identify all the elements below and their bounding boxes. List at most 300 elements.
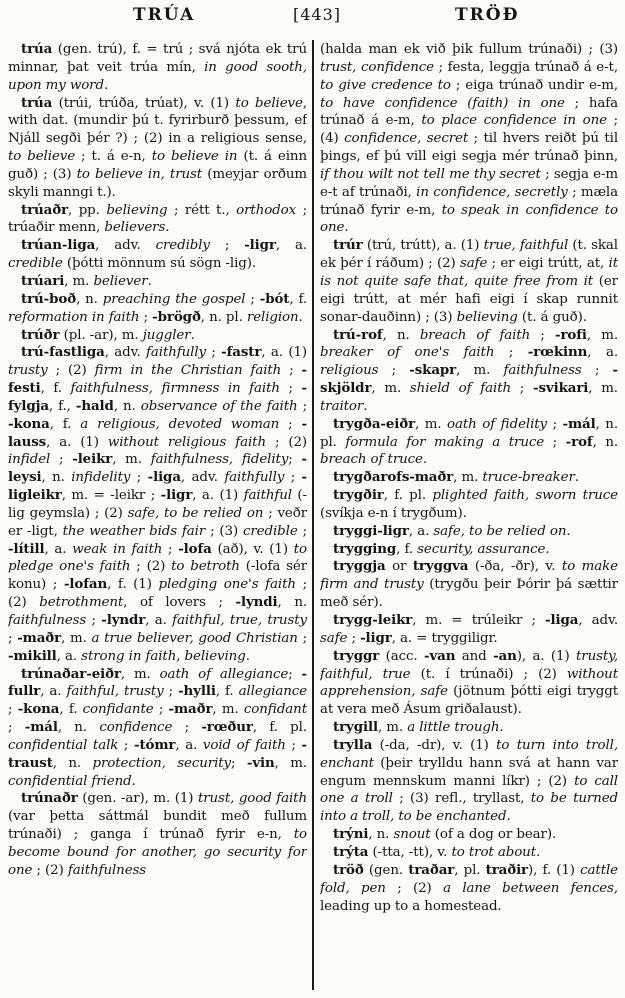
citation-text: , a. <box>175 737 203 753</box>
dictionary-entry <box>320 648 618 719</box>
headword: trylla <box>333 736 373 753</box>
translation-text: a little trough <box>407 720 500 736</box>
citation-text: , a. <box>275 238 307 254</box>
translation-text: the weather bids fair <box>62 523 206 539</box>
translation-text: to believe in, trust <box>76 166 203 182</box>
citation-text: , f. <box>215 684 239 700</box>
translation-text: cattle fold, pen <box>320 862 618 896</box>
citation-text: ; <box>544 434 566 450</box>
citation-text: (jötnum þótti eigi tryggt at vera með Ásum griðalaust). <box>320 684 618 718</box>
citation-text: , n. <box>57 720 100 736</box>
citation-text: ; veðr er -ligt, <box>8 505 307 539</box>
citation-text: ; segja e-m e-t af trúnaði, <box>320 166 618 200</box>
headword: trú-boð <box>21 290 77 307</box>
citation-text: ; (4) <box>320 113 618 147</box>
citation-text: (-ða, -ðr), v. <box>468 559 562 575</box>
translation-text: plighted faith, sworn truce <box>432 488 618 504</box>
headword: -van <box>424 647 456 664</box>
citation-text: (trú, trútt), a. (1) <box>362 238 484 254</box>
headword: -fastr <box>221 344 262 361</box>
translation-text: confidence, secret <box>344 131 469 147</box>
headword: trúaðr <box>21 201 69 218</box>
headword: -lofa <box>178 540 212 557</box>
citation-text: (acc. <box>379 648 424 664</box>
dictionary-entry <box>8 327 307 345</box>
headword: tryggi-ligr <box>333 522 409 539</box>
citation-text: , f. pl. <box>252 720 307 736</box>
citation-text: ; (2) <box>130 559 172 575</box>
translation-text: believer <box>93 273 148 289</box>
left-column <box>8 41 307 993</box>
citation-text: ; hafa trúnað á e-m, <box>320 95 618 129</box>
citation-text: . <box>545 541 550 557</box>
translation-text: faithful, true, trusty <box>172 613 307 628</box>
translation-text: it is not quite safe that, quite free from it <box>320 256 618 289</box>
headword: -bót <box>259 290 290 307</box>
citation-text: (gen. -ar), m. (1) <box>77 791 198 807</box>
citation-text: ; <box>281 363 302 379</box>
translation-text: safe, to be relied on <box>433 523 567 539</box>
translation-text: believers <box>104 220 166 236</box>
citation-text: ; <box>139 309 153 325</box>
headword: trygill <box>333 719 378 736</box>
citation-text: , pl. <box>454 862 486 878</box>
translation-text: truce-breaker <box>482 470 575 486</box>
dictionary-entry <box>320 862 618 916</box>
translation-text: religious <box>320 363 379 379</box>
citation-text: (t. á guð). <box>517 309 587 325</box>
headword: -rœkinn <box>527 344 588 361</box>
guide-word-left: TRÚA <box>133 5 196 25</box>
headword: -svikari <box>533 380 589 397</box>
headword: -skapr <box>409 362 457 379</box>
translation-text: believing <box>106 202 168 218</box>
citation-text: ; <box>530 327 555 343</box>
citation-text: ; <box>209 238 245 254</box>
citation-text: , n. pl. <box>200 309 247 325</box>
headword: -maðr <box>168 701 213 718</box>
citation-text: (þótti mönnum sú sögn -lig). <box>62 256 257 272</box>
citation-text: (trúi, trúða, trúat), v. (1) <box>52 95 236 111</box>
headword: -fullr <box>8 665 307 700</box>
citation-text: , f. <box>396 541 418 557</box>
headword: -festi <box>8 362 307 397</box>
citation-text: ; <box>163 684 179 700</box>
dictionary-entry <box>320 523 618 541</box>
headword: -brögð <box>152 308 201 325</box>
translation-text: shield of faith <box>409 381 511 397</box>
headword: trúari <box>21 272 65 289</box>
citation-text: ; <box>231 755 247 771</box>
citation-text: ), f. (1) <box>528 862 581 878</box>
citation-text: (þeir trylldu hann svá at hann var engum mennskum manni líkr) ; (2) <box>320 755 618 789</box>
headword: -lyndr <box>101 612 146 628</box>
headword: trúnaðr <box>21 790 78 807</box>
translation-text: faithfully <box>146 345 206 361</box>
translation-text: credibly <box>155 238 210 254</box>
translation-text: trust, good faith <box>197 791 307 807</box>
headword: trygðarofs-maðr <box>333 469 454 486</box>
headword: -fylgja <box>8 380 307 414</box>
citation-text: ; <box>288 452 302 468</box>
translation-text: to trot about <box>451 844 536 860</box>
headword: -leysi <box>8 451 307 486</box>
citation-text: . <box>574 470 579 486</box>
headword: -kona <box>17 701 60 718</box>
citation-text: , pp. <box>68 202 107 218</box>
citation-text: , m. = trúleikr ; <box>412 613 546 628</box>
translation-text: betrothment <box>39 595 124 611</box>
citation-text: ), a. (1) <box>516 648 576 664</box>
translation-text: oath of fidelity <box>447 416 548 432</box>
translation-text: to become bound for another, go security for one <box>8 827 307 878</box>
translation-text: traitor <box>320 398 364 414</box>
citation-text: and <box>455 648 494 664</box>
headword: trúðr <box>21 326 60 343</box>
citation-text: , with dat. (mundir þú t. fyrirburð þessum, ef Njáll segði þér ?) ; (2) in a religious sense, <box>8 95 307 147</box>
citation-text: ; rétt t., <box>167 202 237 218</box>
citation-text: , n. <box>592 434 618 450</box>
headword: traðir <box>485 861 529 878</box>
dictionary-entry <box>8 41 307 95</box>
translation-text: to make firm and trusty <box>320 559 618 593</box>
headword: trygging <box>333 540 397 557</box>
citation-text: ; trúaðir menn, <box>8 202 307 236</box>
translation-text: believing <box>456 309 518 325</box>
citation-text: , a. (1) <box>46 434 108 450</box>
citation-text: ; (2) <box>8 577 307 611</box>
translation-text: without apprehension, safe <box>320 666 618 700</box>
citation-text: ; <box>378 363 410 379</box>
citation-text: ; <box>285 737 302 753</box>
page-number: [443] <box>293 5 342 24</box>
guide-word-right: TRÖÐ <box>455 5 520 25</box>
translation-text: formula for making a truce <box>345 434 545 450</box>
citation-text: ; <box>297 398 307 414</box>
page-header <box>0 5 625 31</box>
headword: trú-fastliga <box>21 344 105 361</box>
dictionary-entry <box>320 826 618 844</box>
citation-text: ; til hvers reiðt þú til þings, ef þú vill eigi segja mér trúnað þinn, <box>320 131 618 165</box>
citation-text: (trygðu þeir Þórir þá sættir með sér). <box>320 577 618 611</box>
citation-text: , n. <box>382 327 420 343</box>
citation-text: or <box>385 559 413 575</box>
headword: trúa <box>21 94 53 111</box>
headword: -rof <box>565 433 593 450</box>
citation-text: , a. <box>145 613 173 628</box>
translation-text: if thou wilt not tell me thy secret <box>320 166 541 182</box>
headword: trúr <box>333 237 363 254</box>
translation-text: to believe in <box>151 149 238 165</box>
translation-text: breach of truce <box>320 452 423 468</box>
citation-text: , a. = tryggiligr. <box>391 630 498 646</box>
citation-text: , f. <box>289 291 307 307</box>
translation-text: safe <box>320 630 348 646</box>
dictionary-entry <box>320 416 618 470</box>
citation-text: ; <box>581 363 613 379</box>
citation-text: ; <box>50 452 73 468</box>
citation-text: (var þetta sáttmál bundit með fullum trúnaði) ; ganga í trúnað fyrir e-n, <box>8 809 307 843</box>
citation-text: , n. <box>41 470 72 486</box>
translation-text: a religious, devoted woman <box>80 416 280 432</box>
translation-text: observance of the faith <box>140 398 298 414</box>
citation-text: ; <box>297 630 307 646</box>
headword: -mál <box>562 415 596 432</box>
translation-text: to betroth <box>171 559 240 575</box>
headword: -lauss <box>8 415 307 450</box>
citation-text: , m. <box>120 666 160 682</box>
citation-text: , m. <box>586 327 618 343</box>
citation-text: , m. <box>64 273 94 289</box>
citation-text: (halda man ek við þik fullum trúnaði) ; (3) <box>320 42 618 57</box>
translation-text: faithfulness <box>8 613 87 628</box>
translation-text: to turn into troll, enchant <box>320 737 618 771</box>
citation-text: (t. í trúnaði) ; (2) <box>410 666 567 682</box>
citation-text: , m. <box>371 381 410 397</box>
citation-text: , m. <box>453 470 483 486</box>
translation-text: to pledge one's faith <box>8 541 307 575</box>
headword: -skjöldr <box>320 362 618 397</box>
citation-text: ; <box>8 630 18 646</box>
citation-text: ; <box>494 345 528 361</box>
dictionary-entry <box>320 469 618 487</box>
headword: trú-rof <box>333 326 383 343</box>
translation-text: without religious faith <box>107 434 266 450</box>
translation-text: to have confidence (faith) in one <box>320 95 565 111</box>
citation-text: ; <box>288 666 302 682</box>
dictionary-entry <box>8 273 307 291</box>
translation-text: trusty <box>8 363 48 379</box>
headword: traðar <box>408 861 455 878</box>
dictionary-entry <box>8 344 307 665</box>
headword: tröð <box>333 861 364 878</box>
headword: -liga <box>147 469 181 486</box>
translation-text: pledging one's faith <box>158 577 296 593</box>
translation-text: confidant <box>243 702 307 718</box>
dictionary-entry <box>320 612 618 648</box>
translation-text: preaching the gospel <box>102 291 246 307</box>
citation-text: (-lig geymsla) ; (2) <box>8 488 307 521</box>
headword: -ligr <box>360 629 392 646</box>
citation-text: (-da, -dr), v. (1) <box>372 737 497 753</box>
dictionary-entry <box>320 487 618 523</box>
citation-text: ; (3) <box>205 523 243 539</box>
translation-text: to place confidence in one <box>421 113 607 129</box>
translation-text: weak in faith <box>72 541 163 557</box>
headword: -tómr <box>133 736 176 753</box>
headword: -ligr <box>160 487 193 504</box>
citation-text: (svíkja e-n í trygðum). <box>320 505 467 521</box>
citation-text: ; <box>347 630 361 646</box>
citation-text: . <box>344 220 349 236</box>
dictionary-entry <box>320 737 618 826</box>
citation-text: . <box>422 452 428 468</box>
citation-text: , a. <box>587 345 618 361</box>
dictionary-entry <box>8 95 307 202</box>
citation-text: , a. <box>408 523 434 539</box>
citation-text: , f. pl. <box>383 488 433 504</box>
translation-text: oath of allegiance <box>159 666 289 682</box>
headword: trygða-eiðr <box>333 415 416 432</box>
translation-text: faithfulness, firmness in faith <box>70 381 280 397</box>
citation-text: , a. (1) <box>261 345 307 361</box>
citation-text: ; <box>153 702 169 718</box>
headword: -lyndi <box>235 594 278 611</box>
translation-text: infidelity <box>71 470 131 486</box>
dictionary-entry <box>320 41 618 237</box>
translation-text: true, faithful <box>483 238 569 254</box>
citation-text: (-tta, -tt), v. <box>368 844 452 860</box>
translation-text: strong in faith, believing <box>81 648 246 664</box>
translation-text: firm in the Christian faith <box>94 363 282 379</box>
citation-text: , n. <box>52 755 93 771</box>
headword: tryggva <box>412 558 469 575</box>
translation-text: breaker of one's faith <box>320 345 495 361</box>
citation-text: ; <box>8 720 25 736</box>
citation-text: , n. <box>113 398 141 414</box>
citation-text: . <box>298 309 303 325</box>
citation-text: , leading up to a homestead. <box>320 880 618 914</box>
citation-text: ; mæla trúnað fyrir e-m, <box>320 184 618 218</box>
citation-text: (er eigi trútt, at mér hafi eigi í skap runnit sonar-dauðinn) ; (3) <box>320 273 618 325</box>
headword: -leikr <box>72 451 113 468</box>
citation-text: ; (2) <box>47 363 95 379</box>
citation-text: , n. pl. <box>320 416 618 450</box>
headword: -an <box>493 647 517 664</box>
translation-text: credible <box>8 256 63 272</box>
citation-text: , m. <box>61 630 92 646</box>
citation-text: ; (2) <box>385 880 444 896</box>
citation-text: (t. skal ek þér í ráðum) ; (2) <box>320 238 618 272</box>
citation-text: ; <box>205 345 222 361</box>
translation-text: breach of faith <box>419 327 531 343</box>
translation-text: faithfully <box>224 470 285 486</box>
headword: -lofan <box>63 576 108 593</box>
dictionary-entry <box>320 844 618 862</box>
column-divider-rule <box>312 40 314 990</box>
citation-text: , a. (1) <box>192 488 244 504</box>
citation-text: (meyjar orðum skyli manngi t.). <box>8 166 307 200</box>
citation-text: . <box>131 773 136 789</box>
citation-text: ; <box>86 613 102 628</box>
headword: -ligr <box>244 237 276 254</box>
citation-text: ; <box>284 470 302 486</box>
citation-text: (t. á einn guð) ; (3) <box>8 149 307 182</box>
dictionary-entry <box>8 202 307 238</box>
dictionary-entry <box>320 237 618 326</box>
headword: -maðr <box>17 629 62 646</box>
citation-text: (gen. <box>363 862 409 878</box>
citation-text: (-lofa sér konu) ; <box>8 559 307 593</box>
citation-text: , m. <box>415 416 448 432</box>
headword: -ligleikr <box>8 469 307 504</box>
citation-text: , m. <box>456 363 504 379</box>
citation-text: , n. <box>76 291 103 307</box>
translation-text: confidence <box>99 720 173 736</box>
translation-text: faithfulness <box>503 363 582 379</box>
translation-text: trusty, faithful, true <box>320 648 618 682</box>
headword: -liga <box>545 612 579 628</box>
citation-text: , n. <box>277 595 307 611</box>
citation-text: , a. <box>40 684 67 700</box>
translation-text: protection, security <box>92 755 232 771</box>
headword: -rœður <box>201 719 253 736</box>
translation-text: to believe <box>235 95 303 111</box>
dictionary-entry <box>8 790 307 879</box>
translation-text: infidel <box>8 452 51 468</box>
citation-text: , adv. <box>578 613 618 628</box>
headword: tryggr <box>333 647 380 664</box>
citation-text: , m. <box>588 381 618 397</box>
headword: -rofi <box>554 326 587 343</box>
headword: trúan-liga <box>21 237 96 254</box>
translation-text: religion <box>246 309 299 325</box>
citation-text: . <box>506 809 511 825</box>
citation-text: ; <box>172 720 202 736</box>
translation-text: faithful, trusty <box>66 684 164 700</box>
translation-text: credible <box>242 523 298 539</box>
citation-text: , a. <box>44 541 73 557</box>
dictionary-entry <box>8 291 307 327</box>
translation-text: trust, confidence <box>320 59 434 75</box>
citation-text: ; eiga trúnað undir e-m, <box>450 77 618 93</box>
translation-text: to speak in confidence to one <box>320 202 618 236</box>
translation-text: safe, to be relied on <box>127 505 264 521</box>
translation-text: snout <box>393 827 431 843</box>
citation-text: ; <box>245 291 260 307</box>
headword: -traust <box>8 736 307 771</box>
citation-text: . <box>363 398 368 414</box>
citation-text: , m. <box>112 452 151 468</box>
translation-text: safe <box>459 256 488 272</box>
translation-text: orthodox <box>236 202 297 218</box>
translation-text: faithfulness <box>67 862 147 878</box>
citation-text: ; er eigi trútt, at, <box>487 256 609 272</box>
citation-text: , n. <box>368 827 394 843</box>
citation-text: , f. <box>59 702 83 718</box>
translation-text: allegiance <box>238 684 307 700</box>
citation-text: ; <box>8 702 18 718</box>
translation-text: security, assurance <box>417 541 546 557</box>
headword: -mikill <box>8 647 57 664</box>
dictionary-entry <box>320 327 618 416</box>
headword: trúnaðar-eiðr <box>21 665 121 682</box>
right-column <box>320 41 618 993</box>
citation-text: ; <box>279 381 302 397</box>
citation-text: . <box>103 77 109 93</box>
translation-text: in confidence, secretly <box>416 184 568 200</box>
citation-text: ; <box>279 416 302 432</box>
citation-text: (pl. -ar), m. <box>59 327 143 343</box>
headword: trýta <box>333 843 369 860</box>
headword: tryggja <box>333 558 386 575</box>
translation-text: a lane between fences <box>443 880 614 896</box>
citation-text: ; (3) refl., tryllast, <box>392 791 531 807</box>
citation-text: , f. (1) <box>107 577 159 593</box>
citation-text: ; (2) <box>32 862 68 878</box>
citation-text: ; (2) <box>266 434 307 450</box>
translation-text: void of faith <box>202 737 286 753</box>
translation-text: faithful <box>243 488 292 504</box>
citation-text: , f. <box>40 381 71 397</box>
citation-text: , a. <box>56 648 82 664</box>
citation-text: , m. = -leikr ; <box>61 488 161 504</box>
translation-text: confidential talk <box>8 737 119 753</box>
citation-text: (að), v. (1) <box>211 541 294 557</box>
citation-text: , adv. <box>95 238 156 254</box>
translation-text: reformation in faith <box>8 309 140 325</box>
citation-text: , f., <box>48 398 76 414</box>
